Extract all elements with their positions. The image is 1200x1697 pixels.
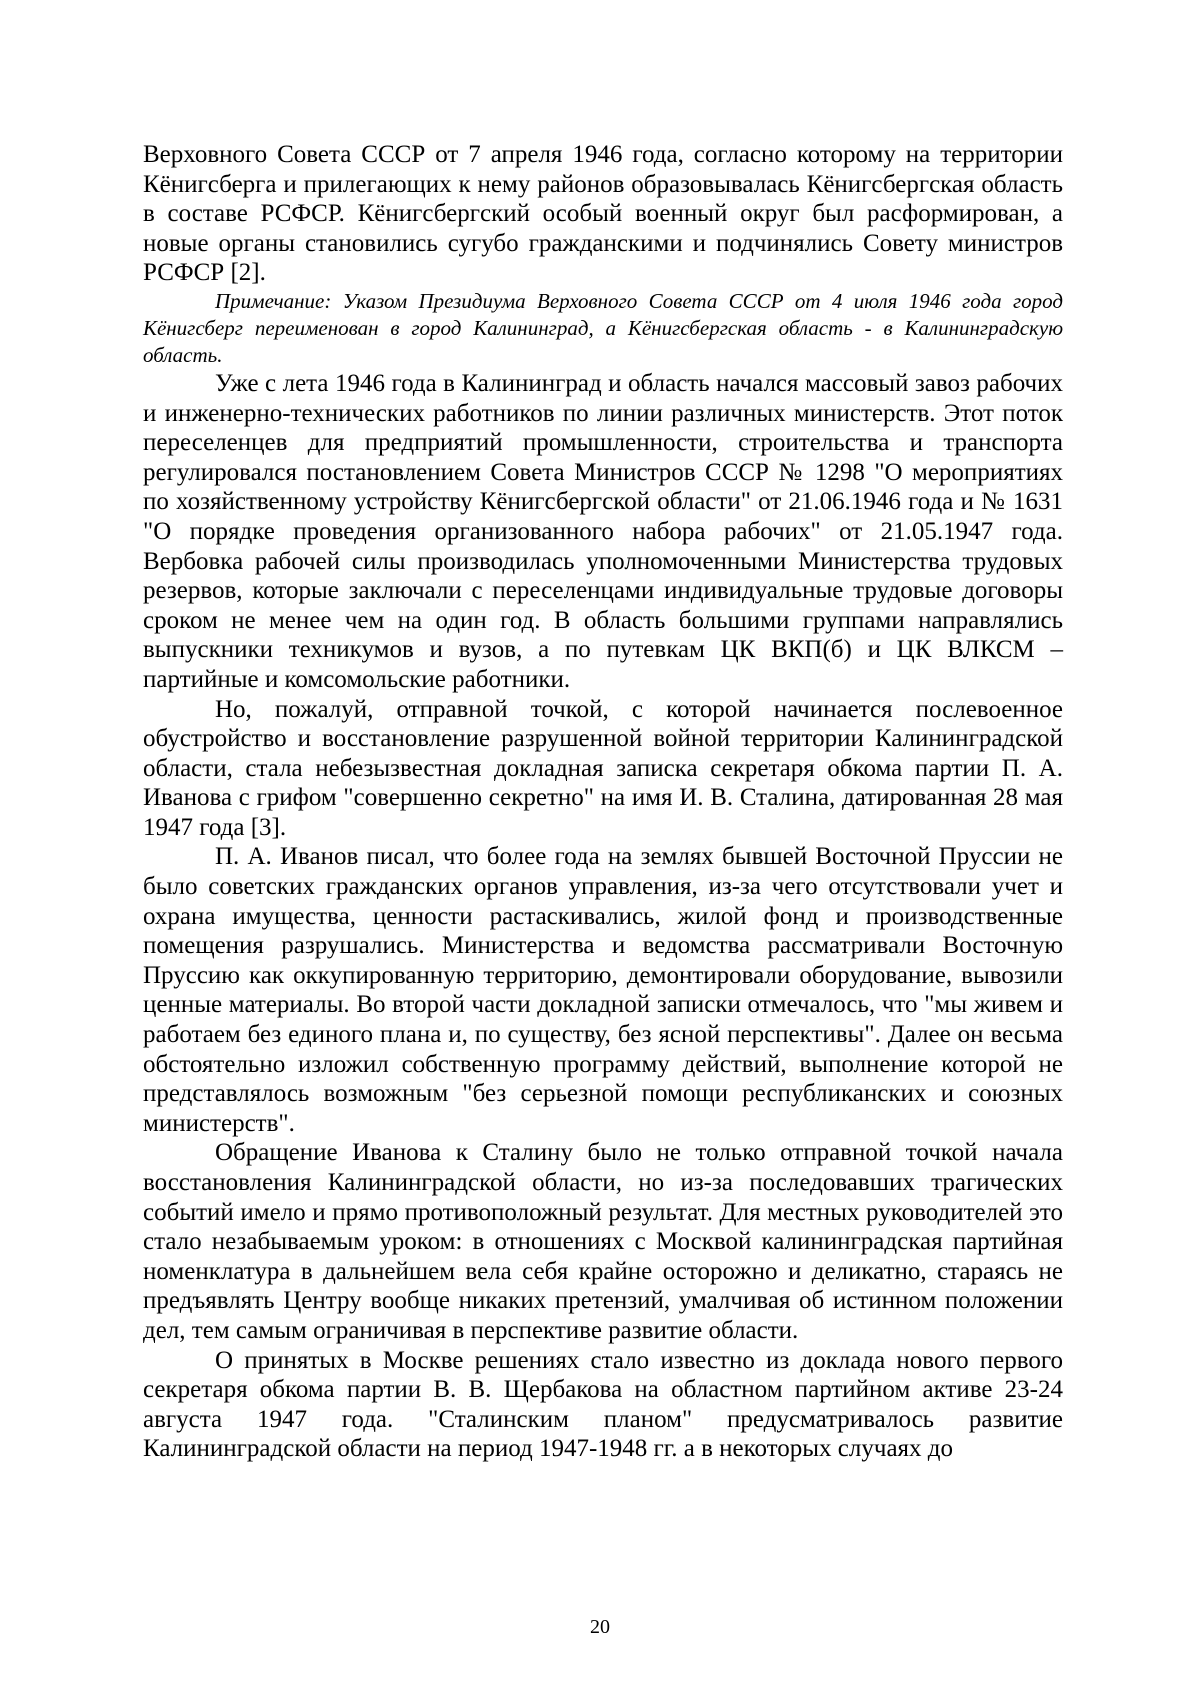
paragraph-ivanov-report: П. А. Иванов писал, что более года на землях бывшей Восточной Пруссии не было советских гражданских органов управления, из-за чего отсутствовали учет и охрана имущества, ценности растаскивались, жилой фонд и производственные помещения разрушались. Министерства и ведомства рассматривали Восточную Пруссию как оккупированную территорию, демонтировали оборудование, вывозили ценные материалы. Во второй части докладной записки отмечалось, что "мы живем и работаем без единого плана и, по существу, без ясной перспективы". Далее он весьма обстоятельно изложил собственную программу действий, выполнение которой не представлялось возможным "без серьезной помощи республиканских и союзных министерств". [143, 842, 1063, 1138]
paragraph-resettlement: Уже с лета 1946 года в Калининград и область начался массовый завоз рабочих и инженерно-технических работников по линии различных министерств. Этот поток переселенцев для предприятий промышленности, строительства и транспорта регулировался постановлением Совета Министров СССР № 1298 "О мероприятиях по хозяйственному устройству Кёнигсбергской области" от 21.06.1946 года и № 1631 "О порядке проведения организованного набора рабочих" от 21.05.1947 года. Вербовка рабочей силы производилась уполномоченными Министерства трудовых резервов, которые заключали с переселенцами индивидуальные трудовые договоры сроком не менее чем на один год. В область большими группами направлялись выпускники техникумов и вузов, а по путевкам ЦК ВКП(б) и ЦК ВЛКСМ – партийные и комсомольские работники. [143, 369, 1063, 695]
document-page [143, 140, 1063, 1464]
paragraph-consequences: Обращение Иванова к Сталину было не только отправной точкой начала восстановления Калининградской области, но из-за последовавших трагических событий имело и прямо противоположный результат. Для местных руководителей это стало незабываемым уроком: в отношениях с Москвой калининградская партийная номенклатура в дальнейшем вела себя крайне осторожно и деликатно, стараясь не предъявлять Центру вообще никаких претензий, умалчивая об истинном положении дел, тем самым ограничивая в перспективе развитие области. [143, 1138, 1063, 1345]
page-number: 20 [0, 1615, 1200, 1639]
paragraph-stalin-plan: О принятых в Москве решениях стало известно из доклада нового первого секретаря обкома партии В. В. Щербакова на областном партийном активе 23-24 августа 1947 года. "Сталинским планом" предусматривалось развитие Калининградской области на период 1947-1948 гг. а в некоторых случаях до [143, 1346, 1063, 1464]
paragraph-continuation: Верховного Совета СССР от 7 апреля 1946 года, согласно которому на территории Кёнигсберга и прилегающих к нему районов образовывалась Кёнигсбергская область в составе РСФСР. Кёнигсбергский особый военный округ был расформирован, а новые органы становились сугубо гражданскими и подчинялись Совету министров РСФСР [2]. [143, 140, 1063, 288]
paragraph-ivanov-memo: Но, пожалуй, отправной точкой, с которой начинается послевоенное обустройство и восстановление разрушенной войной территории Калининградской области, стала небезызвестная докладная записка секретаря обкома партии П. А. Иванова с грифом "совершенно секретно" на имя И. В. Сталина, датированная 28 мая 1947 года [3]. [143, 695, 1063, 843]
paragraph-note: Примечание: Указом Президиума Верховного Совета СССР от 4 июля 1946 года город Кёнигсберг переименован в город Калининград, а Кёнигсбергская область - в Калининградскую область. [143, 288, 1063, 369]
